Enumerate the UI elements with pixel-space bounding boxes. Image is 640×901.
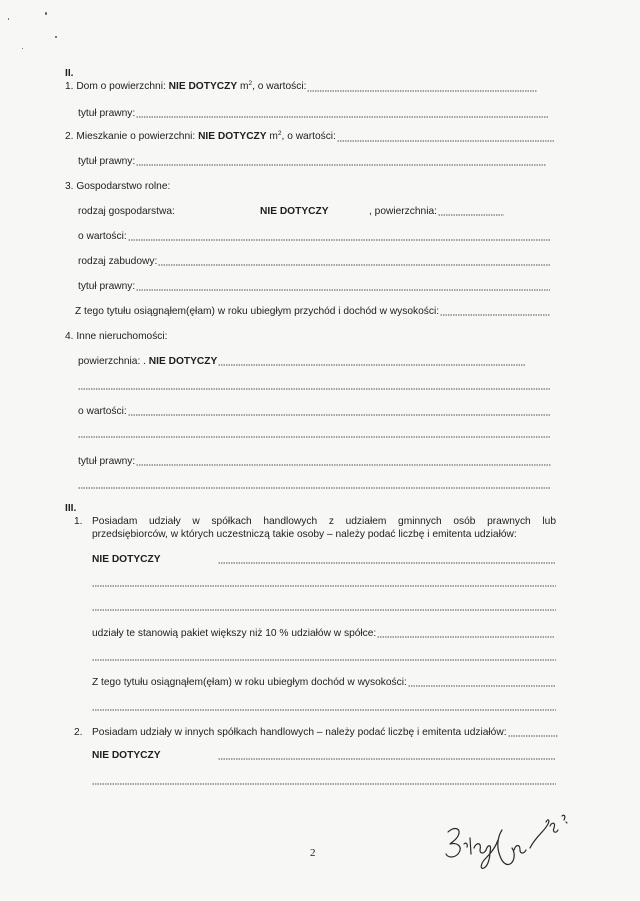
- other-property-value: o wartości:: [78, 405, 551, 418]
- page-number: 2: [310, 847, 316, 859]
- blank-line: [92, 609, 556, 611]
- shares-description-line1: Posiadam udziały w spółkach handlowych z udziałem gminnych osób prawnych lub: [92, 516, 556, 527]
- farm-income: Z tego tytułu osiągnąłem(ęłam) w roku ubiegłym przychód i dochód w wysokości:: [75, 305, 550, 318]
- house-line: 1. Dom o powierzchni: NIE DOTYCZY m 2 , o wartości:: [65, 80, 537, 94]
- apartment-legal-title: tytuł prawny:: [78, 155, 546, 168]
- other-property-area: powierzchnia: . NIE DOTYCZY: [78, 355, 525, 368]
- scan-speck: [45, 12, 47, 15]
- farm-heading: 3. Gospodarstwo rolne:: [65, 181, 171, 192]
- farm-type: rodzaj gospodarstwa:: [78, 206, 175, 217]
- farm-legal-title: tytuł prawny:: [78, 280, 550, 293]
- blank-line: [92, 709, 556, 711]
- other-shares-value: NIE DOTYCZY: [92, 750, 161, 761]
- scan-speck: [8, 18, 9, 20]
- farm-buildings: rodzaj zabudowy:: [78, 255, 550, 268]
- section-ii-header: II.: [65, 68, 74, 79]
- farm-value: o wartości:: [78, 230, 550, 243]
- blank-line: [92, 783, 556, 785]
- blank-line: [92, 659, 556, 661]
- shares-income: Z tego tytułu osiągnąłem(ęłam) w roku ubiegłym dochód w wysokości:: [92, 676, 556, 689]
- blank-line: [218, 758, 556, 760]
- shares-value: NIE DOTYCZY: [92, 554, 161, 565]
- blank-line: [92, 585, 556, 587]
- section-iii-header: III.: [65, 503, 77, 514]
- other-property-heading: 4. Inne nieruchomości:: [65, 331, 168, 342]
- blank-line: [78, 388, 551, 390]
- blank-line: [78, 436, 551, 438]
- shares-item-number: 1.: [74, 516, 83, 527]
- other-property-legal-title: tytuł prawny:: [78, 455, 551, 468]
- blank-line: [78, 487, 551, 489]
- farm-type-value: NIE DOTYCZY: [260, 206, 329, 217]
- blank-line: [218, 562, 556, 564]
- scan-speck: [55, 36, 57, 38]
- farm-area: , powierzchnia:: [369, 205, 504, 218]
- house-legal-title: tytuł prawny:: [78, 107, 549, 120]
- scan-speck: [22, 48, 23, 49]
- other-shares-description: Posiadam udziały w innych spółkach handlowych – należy podać liczbę i emitenta udziałów:: [92, 726, 558, 739]
- shares-description: [92, 515, 556, 541]
- shares-description-line2: przedsiębiorców, w których uczestniczą takie osoby – należy podać liczbę i emitenta udziałów:: [92, 529, 517, 540]
- other-shares-number: 2.: [74, 727, 83, 738]
- handwritten-signature: [440, 792, 580, 872]
- apartment-line: 2. Mieszkanie o powierzchni: NIE DOTYCZY m 2 , o wartości:: [65, 130, 555, 144]
- shares-stake: udziały te stanowią pakiet większy niż 10 % udziałów w spółce:: [92, 627, 554, 640]
